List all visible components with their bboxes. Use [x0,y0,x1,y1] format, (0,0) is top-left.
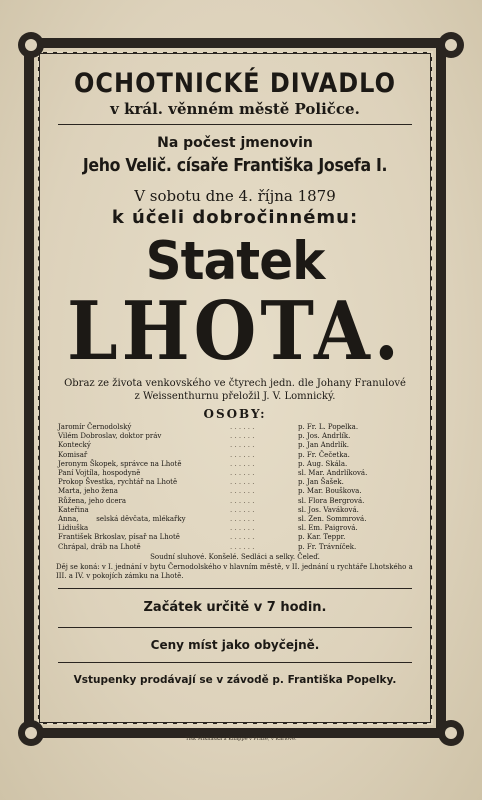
cast-footer: Soudní sluhové. Konšelé. Sedláci a selky. Čeleď. [150,552,320,561]
cast-actor: p. Fr. Trávníček. [298,542,357,551]
cast-role: Prokop Švestka, rychtář na Lhotě [58,478,178,487]
cast-dots: . . . . . . [230,478,255,487]
cast-actor: sl. Em. Paigrová. [298,524,358,533]
cast-actor: p. Jos. Andrlík. [298,432,351,441]
cast-role: Kontecký [58,441,91,450]
cast-role: Marta, jeho žena [58,487,118,496]
cast-dots: . . . . . . [230,450,255,459]
corner-ornament-icon [438,32,464,58]
cast-dots: . . . . . . [230,469,255,478]
corner-ornament-icon [18,720,44,746]
cast-row [52,460,418,469]
cast-role: František Brkoslav, písař na Lhotě [58,533,180,542]
cast-actor: p. Fr. Čečetka. [298,450,350,459]
divider [58,124,412,125]
play-title-2: LHOTA. [67,282,403,379]
poster-content [52,60,418,720]
cast-actor: p. Kar. Teppr. [298,533,346,542]
cast-list [52,423,418,552]
emperor-line: Jeho Velič. císaře Františka Josefa I. [82,156,388,176]
date-line: V sobotu dne 4. října 1879 [134,187,336,205]
cast-row [52,432,418,441]
cast-actor: sl. Jos. Vaváková. [298,505,359,514]
cast-role: Kateřina [58,505,89,514]
cast-dots: . . . . . . [230,423,255,431]
start-time: Začátek určitě v 7 hodin. [143,599,327,615]
printer-imprint: Tisk Miknáška a Knappe v Praze, v Karlově. [185,736,297,742]
cast-dots: . . . . . . [230,515,255,524]
cast-dots: . . . . . . [230,524,255,533]
divider [58,588,412,589]
cast-role: Paní Vojtíla, hospodyně [58,469,141,478]
cast-row [52,451,418,460]
cast-actor: p. Aug. Skála. [298,459,348,468]
cast-row [52,478,418,487]
cast-row [52,543,418,552]
cast-row [52,533,418,542]
cast-dots: . . . . . . [230,432,255,441]
prices-line: Ceny míst jako obyčejně. [150,637,320,652]
honor-line: Na počest jmenovin [157,135,313,151]
cast-heading: OSOBY: [203,407,267,421]
cast-dots: . . . . . . [230,496,255,505]
cast-dots: . . . . . . [230,542,255,551]
cast-actor: sl. Zen. Sommrová. [298,515,367,524]
cast-row [52,423,418,432]
cast-actor: sl. Mar. Andrlíková. [298,469,368,478]
cast-role: Jeronym Škopek, správce na Lhotě [58,459,182,468]
divider [58,662,412,663]
scene-note: Děj se koná: v I. jednání v bytu Černodolského v hlavním městě, v II. jednání u rychtáře Lhotského a III. a IV. v pokojích zámku na Lhotě. [56,562,413,581]
play-title-1: Statek [145,230,325,292]
cast-actor: p. Jan Andrlík. [298,441,349,450]
corner-ornament-icon [18,32,44,58]
cast-row [52,497,418,506]
cast-role: Vilém Dobroslav, doktor práv [58,432,162,441]
town-line: v král. věnném městě Poličce. [110,100,360,118]
cast-role: Anna, selská děvčata, mlékařky [58,515,186,524]
cast-role: Růžena, jeho dcera [58,496,127,505]
cast-role: Lidiuška [58,524,89,533]
tickets-line: Vstupenky prodávají se v závodě p. Františka Popelky. [73,673,397,686]
cast-role: Komisař [58,450,88,459]
cast-dots: . . . . . . [230,533,255,542]
cast-row [52,487,418,496]
corner-ornament-icon [438,720,464,746]
subtitle-2: z Weissenthurnu přeložil J. V. Lomnický. [134,391,336,402]
cast-actor: p. Fr. L. Popelka. [298,423,359,431]
cast-actor: p. Mar. Bouškova. [298,487,362,496]
cast-dots: . . . . . . [230,505,255,514]
cast-row [52,441,418,450]
cast-row [52,469,418,478]
subtitle-1: Obraz ze života venkovského ve čtyrech jedn. dle Johany Franulové [64,378,406,389]
purpose-line: k účeli dobročinnému: [111,207,359,228]
cast-actor: p. Jan Šašek. [298,478,344,487]
cast-dots: . . . . . . [230,459,255,468]
cast-dots: . . . . . . [230,487,255,496]
cast-actor: sl. Flora Bergrová. [298,496,365,505]
divider [58,627,412,628]
cast-row [52,506,418,515]
cast-role: Chrápal, dráb na Lhotě [58,542,141,551]
cast-dots: . . . . . . [230,441,255,450]
cast-role: Jaromír Černodolský [58,423,132,431]
theatre-name: OCHOTNICKÉ DIVADLO [74,67,396,99]
cast-row [52,515,418,524]
